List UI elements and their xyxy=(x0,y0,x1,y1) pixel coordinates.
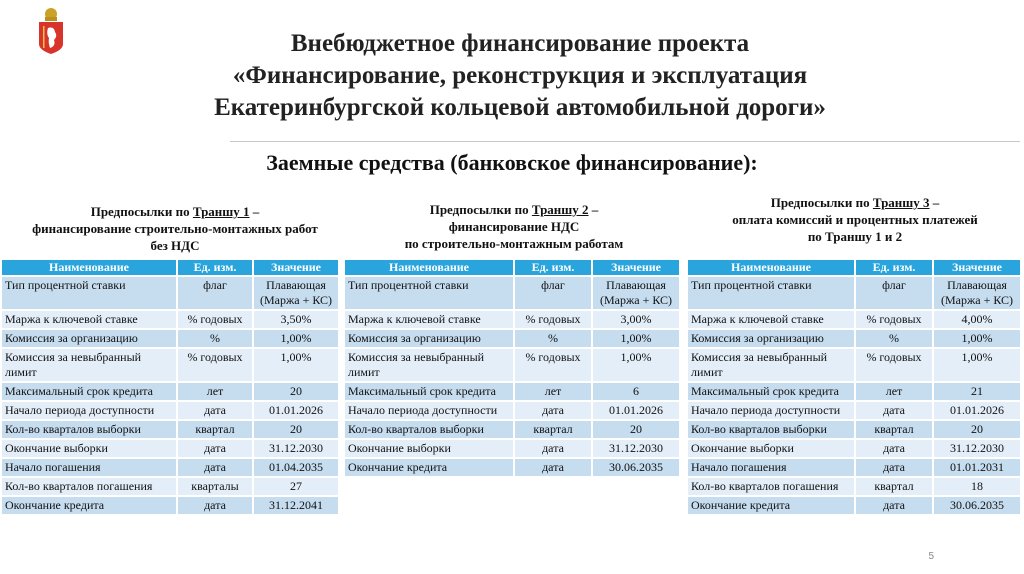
row-name: Начало периода доступности xyxy=(688,402,856,419)
row-name: Комиссия за организацию xyxy=(345,330,515,347)
table-row xyxy=(2,478,340,495)
row-value: 31.12.2030 xyxy=(593,440,681,457)
row-value: 21 xyxy=(934,383,1022,400)
caption-prefix: Предпосылки по xyxy=(770,195,873,210)
row-name: Окончание кредита xyxy=(2,497,178,514)
tranche-1-table xyxy=(2,258,340,516)
title-line: «Финансирование, реконструкция и эксплуатация xyxy=(232,62,808,89)
row-unit: лет xyxy=(178,383,254,400)
row-name: Окончание выборки xyxy=(345,440,515,457)
caption-line: по Траншу 1 и 2 xyxy=(807,229,903,244)
row-unit: дата xyxy=(178,497,254,514)
caption-rest: – xyxy=(588,202,599,217)
caption-line xyxy=(686,194,1024,211)
caption-tranche: Траншу 3 xyxy=(872,195,930,210)
caption-tranche: Траншу 1 xyxy=(192,204,250,219)
tranche-2-table xyxy=(345,258,681,478)
row-name: Кол-во кварталов выборки xyxy=(345,421,515,438)
row-name: Максимальный срок кредита xyxy=(345,383,515,400)
row-unit: дата xyxy=(515,440,593,457)
row-unit: дата xyxy=(178,459,254,476)
row-name: Маржа к ключевой ставке xyxy=(2,311,178,328)
table-row xyxy=(688,440,1022,457)
row-value: 4,00% xyxy=(934,311,1022,328)
table-row xyxy=(345,383,681,400)
row-name: Начало погашения xyxy=(688,459,856,476)
row-value: 1,00% xyxy=(593,330,681,347)
row-value: Плавающая (Маржа + КС) xyxy=(254,277,340,309)
row-name: Окончание выборки xyxy=(688,440,856,457)
row-value: 20 xyxy=(934,421,1022,438)
row-unit: флаг xyxy=(178,277,254,309)
caption-line: финансирование строительно-монтажных работ xyxy=(32,221,318,236)
row-value: Плавающая (Маржа + КС) xyxy=(593,277,681,309)
row-value: 01.04.2035 xyxy=(254,459,340,476)
caption-prefix: Предпосылки по xyxy=(90,204,193,219)
row-name: Кол-во кварталов выборки xyxy=(688,421,856,438)
row-unit: кварталы xyxy=(178,478,254,495)
caption-line: по строительно-монтажным работам xyxy=(404,236,624,251)
row-value: 01.01.2026 xyxy=(593,402,681,419)
slide-subtitle: Заемные средства (банковское финансирование): xyxy=(266,150,758,175)
row-name: Максимальный срок кредита xyxy=(2,383,178,400)
row-unit: дата xyxy=(515,402,593,419)
row-value: 1,00% xyxy=(934,349,1022,381)
row-unit: дата xyxy=(856,402,934,419)
column-header: Ед. изм. xyxy=(515,260,593,275)
table-row xyxy=(345,330,681,347)
column-header: Ед. изм. xyxy=(856,260,934,275)
table-row xyxy=(2,440,340,457)
table-row xyxy=(2,421,340,438)
table-row xyxy=(688,402,1022,419)
table-row xyxy=(345,402,681,419)
row-name: Тип процентной ставки xyxy=(688,277,856,309)
table-row xyxy=(688,459,1022,476)
row-name: Кол-во кварталов погашения xyxy=(2,478,178,495)
row-unit: флаг xyxy=(515,277,593,309)
table-row xyxy=(2,277,340,309)
table-row xyxy=(2,383,340,400)
row-value: 3,00% xyxy=(593,311,681,328)
caption-rest: – xyxy=(929,195,940,210)
table-row xyxy=(2,497,340,514)
row-name: Комиссия за организацию xyxy=(2,330,178,347)
row-value: Плавающая (Маржа + КС) xyxy=(934,277,1022,309)
row-unit: лет xyxy=(856,383,934,400)
row-value: 6 xyxy=(593,383,681,400)
table-row xyxy=(688,383,1022,400)
title-line: Екатеринбургской кольцевой автомобильной дороги» xyxy=(214,94,826,121)
row-value: 31.12.2030 xyxy=(934,440,1022,457)
caption-tranche: Траншу 2 xyxy=(531,202,589,217)
row-unit: % годовых xyxy=(515,349,593,381)
table-row xyxy=(345,421,681,438)
row-value: 1,00% xyxy=(593,349,681,381)
title-line: Внебюджетное финансирование проекта xyxy=(290,30,750,57)
caption-rest: – xyxy=(249,204,260,219)
table-row xyxy=(345,311,681,328)
table-row xyxy=(345,459,681,476)
caption-line: оплата комиссий и процентных платежей xyxy=(732,212,978,227)
row-unit: квартал xyxy=(856,421,934,438)
row-name: Комиссия за невыбранный лимит xyxy=(345,349,515,381)
slide-title xyxy=(100,28,940,124)
table-row xyxy=(688,311,1022,328)
row-unit: дата xyxy=(515,459,593,476)
table-header xyxy=(688,260,1022,275)
row-value: 01.01.2031 xyxy=(934,459,1022,476)
column-header: Наименование xyxy=(345,260,515,275)
caption-line: без НДС xyxy=(150,238,200,253)
row-name: Маржа к ключевой ставке xyxy=(688,311,856,328)
row-unit: % годовых xyxy=(178,311,254,328)
row-value: 31.12.2030 xyxy=(254,440,340,457)
row-unit: % годовых xyxy=(856,311,934,328)
row-name: Комиссия за невыбранный лимит xyxy=(2,349,178,381)
table-row xyxy=(345,440,681,457)
divider xyxy=(230,141,1020,142)
tranche-3-caption xyxy=(686,194,1024,245)
row-unit: % годовых xyxy=(178,349,254,381)
row-value: 20 xyxy=(593,421,681,438)
row-value: 30.06.2035 xyxy=(934,497,1022,514)
column-header: Ед. изм. xyxy=(178,260,254,275)
row-unit: % годовых xyxy=(856,349,934,381)
row-name: Тип процентной ставки xyxy=(345,277,515,309)
row-unit: дата xyxy=(856,497,934,514)
table-row xyxy=(2,330,340,347)
row-name: Комиссия за организацию xyxy=(688,330,856,347)
row-name: Начало периода доступности xyxy=(345,402,515,419)
row-value: 01.01.2026 xyxy=(934,402,1022,419)
table-header xyxy=(2,260,340,275)
column-header: Значение xyxy=(934,260,1022,275)
row-name: Кол-во кварталов выборки xyxy=(2,421,178,438)
row-value: 1,00% xyxy=(934,330,1022,347)
row-name: Максимальный срок кредита xyxy=(688,383,856,400)
row-value: 01.01.2026 xyxy=(254,402,340,419)
caption-line xyxy=(345,201,683,218)
row-unit: % xyxy=(515,330,593,347)
row-value: 1,00% xyxy=(254,330,340,347)
table-header xyxy=(345,260,681,275)
column-header: Значение xyxy=(593,260,681,275)
row-value: 1,00% xyxy=(254,349,340,381)
row-name: Кол-во кварталов погашения xyxy=(688,478,856,495)
row-unit: дата xyxy=(856,459,934,476)
row-unit: дата xyxy=(178,440,254,457)
caption-line xyxy=(0,203,350,220)
row-value: 3,50% xyxy=(254,311,340,328)
row-unit: % годовых xyxy=(515,311,593,328)
tranche-3-table xyxy=(688,258,1022,516)
row-name: Окончание выборки xyxy=(2,440,178,457)
table-row xyxy=(688,349,1022,381)
row-value: 20 xyxy=(254,383,340,400)
row-name: Комиссия за невыбранный лимит xyxy=(688,349,856,381)
caption-line: финансирование НДС xyxy=(448,219,580,234)
table-row xyxy=(345,277,681,309)
column-header: Наименование xyxy=(2,260,178,275)
table-row xyxy=(2,402,340,419)
row-value: 31.12.2041 xyxy=(254,497,340,514)
column-header: Наименование xyxy=(688,260,856,275)
row-name: Окончание кредита xyxy=(345,459,515,476)
table-row xyxy=(2,459,340,476)
table-row xyxy=(688,330,1022,347)
row-unit: лет xyxy=(515,383,593,400)
table-row xyxy=(688,497,1022,514)
tranche-2-caption xyxy=(345,201,683,252)
row-name: Маржа к ключевой ставке xyxy=(345,311,515,328)
table-row xyxy=(2,349,340,381)
row-name: Тип процентной ставки xyxy=(2,277,178,309)
row-value: 18 xyxy=(934,478,1022,495)
caption-prefix: Предпосылки по xyxy=(429,202,532,217)
table-row xyxy=(2,311,340,328)
row-unit: флаг xyxy=(856,277,934,309)
row-value: 20 xyxy=(254,421,340,438)
row-value: 27 xyxy=(254,478,340,495)
row-unit: % xyxy=(856,330,934,347)
table-row xyxy=(688,478,1022,495)
table-row xyxy=(688,421,1022,438)
page-number: 5 xyxy=(928,551,934,562)
row-name: Начало периода доступности xyxy=(2,402,178,419)
coat-of-arms-logo xyxy=(36,6,66,56)
row-unit: дата xyxy=(856,440,934,457)
row-unit: % xyxy=(178,330,254,347)
row-value: 30.06.2035 xyxy=(593,459,681,476)
row-unit: дата xyxy=(178,402,254,419)
table-row xyxy=(688,277,1022,309)
row-name: Начало погашения xyxy=(2,459,178,476)
row-name: Окончание кредита xyxy=(688,497,856,514)
column-header: Значение xyxy=(254,260,340,275)
row-unit: квартал xyxy=(178,421,254,438)
row-unit: квартал xyxy=(515,421,593,438)
row-unit: квартал xyxy=(856,478,934,495)
table-row xyxy=(345,349,681,381)
tranche-1-caption xyxy=(0,203,350,254)
